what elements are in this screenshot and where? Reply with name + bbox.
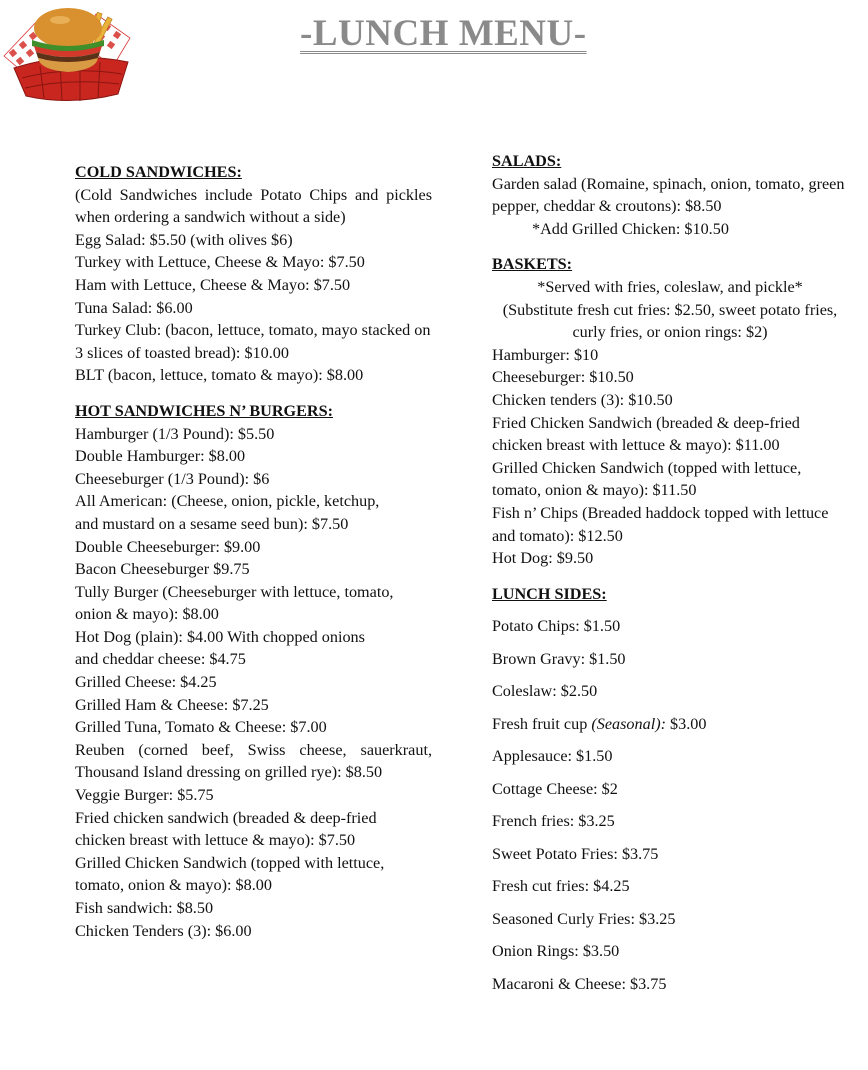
left-column	[75, 161, 432, 942]
menu-item: Turkey Club: (bacon, lettuce, tomato, mayo stacked on 3 slices of toasted bread): $10.00	[75, 321, 431, 362]
fruit-cup-label: Fresh fruit cup	[492, 714, 592, 733]
menu-item: Cheeseburger: $10.50	[492, 368, 634, 387]
salads-header: SALADS:	[492, 152, 562, 170]
menu-item: Onion Rings: $3.50	[492, 942, 620, 961]
page-title: -LUNCH MENU-	[300, 13, 587, 54]
baskets-header: BASKETS:	[492, 255, 573, 274]
lunch-sides-header: LUNCH SIDES:	[492, 584, 607, 603]
menu-item: Coleslaw: $2.50	[492, 682, 598, 701]
menu-item: Hot Dog: $9.50	[492, 549, 594, 568]
cold-sandwiches-header: COLD SANDWICHES:	[75, 163, 242, 181]
menu-item: Brown Gravy: $1.50	[492, 649, 626, 668]
menu-item: Double Hamburger: $8.00	[75, 447, 246, 466]
menu-item: Fresh cut fries: $4.25	[492, 877, 630, 896]
menu-item: Fish sandwich: $8.50	[75, 899, 214, 917]
menu-item: BLT (bacon, lettuce, tomato & mayo): $8.00	[75, 366, 364, 385]
menu-item: Grilled Chicken Sandwich (topped with lettuce, tomato, onion & mayo): $11.50	[492, 458, 802, 500]
menu-item: French fries: $3.25	[492, 812, 615, 831]
menu-item: Hamburger (1/3 Pound): $5.50	[75, 424, 275, 443]
menu-item: Ham with Lettuce, Cheese & Mayo: $7.50	[75, 275, 351, 294]
salad-addon: *Add Grilled Chicken: $10.50	[532, 219, 729, 238]
lunch-sides	[492, 583, 848, 995]
menu-item: Seasoned Curly Fries: $3.25	[492, 909, 676, 928]
right-column	[492, 150, 848, 1005]
menu-item: Fish n’ Chips (Breaded haddock topped with lettuce and tomato): $12.50	[492, 503, 829, 545]
menu-item: Grilled Ham & Cheese: $7.25	[75, 695, 269, 714]
menu-item: Grilled Chicken Sandwich (topped with lettuce, tomato, onion & mayo): $8.00	[75, 853, 385, 895]
menu-item: Tuna Salad: $6.00	[75, 298, 193, 317]
cold-sandwiches-note: (Cold Sandwiches include Potato Chips and pickles when ordering a sandwich without a side)	[75, 185, 432, 227]
menu-item: Cottage Cheese: $2	[492, 779, 618, 798]
fruit-cup-price: $3.00	[665, 714, 707, 733]
menu-item: Chicken tenders (3): $10.50	[492, 390, 673, 409]
seasonal-label: (Seasonal):	[591, 714, 666, 733]
menu-item: Veggie Burger: $5.75	[75, 786, 214, 805]
menu-item: Hot Dog (plain): $4.00 With chopped onions and cheddar cheese: $4.75	[75, 627, 365, 669]
menu-item: Fried Chicken Sandwich (breaded & deep-fried chicken breast with lettuce & mayo): $11.00	[492, 413, 800, 455]
menu-item: Double Cheeseburger: $9.00	[75, 537, 261, 556]
menu-item: Turkey with Lettuce, Cheese & Mayo: $7.50	[75, 253, 365, 272]
menu-item: All American: (Cheese, onion, pickle, ketchup, and mustard on a sesame seed bun): $7.50	[75, 492, 380, 533]
burger-basket-icon	[0, 0, 140, 110]
menu-item: Grilled Tuna, Tomato & Cheese: $7.00	[75, 718, 327, 737]
menu-item: Bacon Cheeseburger $9.75	[75, 560, 250, 579]
baskets-substitute-note: (Substitute fresh cut fries: $2.50, sweet potato fries, curly fries, or onion rings: $2)	[502, 300, 838, 342]
menu-item: Sweet Potato Fries: $3.75	[492, 844, 659, 863]
baskets-served-note: *Served with fries, coleslaw, and pickle*	[537, 277, 803, 296]
menu-item: Grilled Cheese: $4.25	[75, 673, 217, 692]
menu-item: Cheeseburger (1/3 Pound): $6	[75, 469, 270, 488]
menu-item: Applesauce: $1.50	[492, 747, 613, 766]
menu-item	[492, 713, 848, 736]
menu-item: Fried chicken sandwich (breaded & deep-fried chicken breast with lettuce & mayo): $7.50	[75, 808, 377, 850]
menu-item: Hamburger: $10	[492, 345, 599, 364]
hot-sandwiches-header: HOT SANDWICHES N’ BURGERS:	[75, 401, 333, 420]
menu-item: Chicken Tenders (3): $6.00	[75, 921, 252, 940]
menu-item: Macaroni & Cheese: $3.75	[492, 974, 667, 993]
menu-item: Tully Burger (Cheeseburger with lettuce, tomato, onion & mayo): $8.00	[75, 582, 394, 624]
menu-item: Garden salad (Romaine, spinach, onion, tomato, green pepper, cheddar & croutons): $8.50	[492, 174, 845, 216]
menu-item: Reuben (corned beef, Swiss cheese, sauerkraut, Thousand Island dressing on grilled rye): $8.50	[75, 740, 432, 782]
menu-item: Potato Chips: $1.50	[492, 617, 621, 636]
menu-item: Egg Salad: $5.50 (with olives $6)	[75, 230, 293, 249]
